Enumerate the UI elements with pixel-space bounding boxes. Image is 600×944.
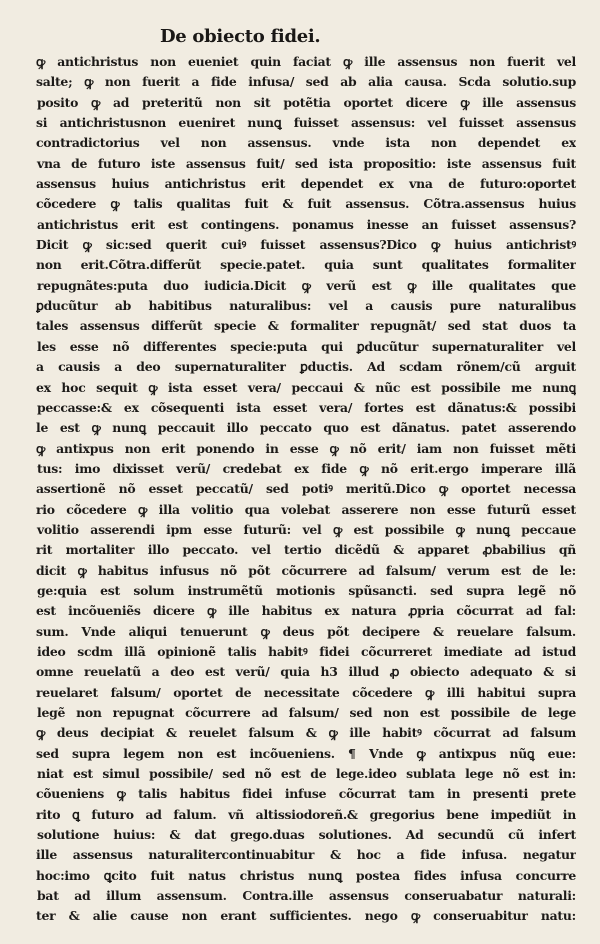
text-line: ille assensus naturalitercontinuabitur & hoc a fide infusa. negatur — [36, 847, 576, 863]
text-line: omne reuelatũ a deo est verũ/ quia h3 illud ꝓ obiecto adequato & si — [36, 664, 576, 680]
text-line: a causis a deo supernaturaliter ꝑductis. Ad scdam rõnem/cũ arguit — [36, 359, 576, 375]
text-line: posito ꝙ ad preteritũ non sit potẽtia oportet dicere ꝙ ille assensus — [37, 94, 576, 110]
text-line: cõueniens ꝙ talis habitus fidei infuse cõcurrat tam in presenti prete — [36, 786, 576, 802]
text-line: repugnãtes:puta duo iudicia.Dicit ꝙ verũ est ꝙ ille qualitates que — [37, 277, 576, 293]
text-line: est incõueniẽs dicere ꝙ ille habitus ex natura ꝓpria cõcurrat ad fal: — [36, 603, 576, 619]
running-head: De obiecto fidei. — [160, 26, 321, 47]
text-line: ge:quia est solum instrumẽtũ motionis spũsancti. sed supra legẽ nõ — [37, 582, 576, 598]
text-line: ideo scdm illã opinionẽ talis habitꝰ fidei cõcurreret imediate ad istud — [37, 643, 576, 659]
text-line: sum. Vnde aliqui tenuerunt ꝙ deus põt decipere & reuelare falsum. — [36, 623, 576, 639]
text-line: niat est simul possibile/ sed nõ est de lege.ideo sublata lege nõ est in: — [37, 766, 576, 782]
text-line: contradictorius vel non assensus. vnde ista non dependet ex — [36, 135, 576, 151]
text-line: rito ꝗ futuro ad falum. vñ altissiodoreñ.& gregorius bene impediũt in — [36, 806, 576, 822]
text-line: vna de futuro iste assensus fuit/ sed ista propositio: iste assensus fuit — [37, 155, 576, 171]
text-line: non erit.Cõtra.differũt specie.patet. quia sunt qualitates formaliter — [36, 257, 576, 273]
text-line: les esse nõ differentes specie:puta qui ꝑducũtur supernaturaliter vel — [37, 338, 576, 354]
text-line: le est ꝙ nunꝗ peccauit illo peccato quo est dãnatus. patet asserendo — [36, 420, 576, 436]
text-line: assertionẽ nõ esset peccatũ/ sed potiꝰ meritũ.Dico ꝙ oportet necessa — [36, 481, 576, 497]
text-line: tus: imo dixisset verũ/ credebat ex fide ꝙ nõ erit.ergo imperare illã — [37, 460, 576, 476]
text-line: ꝙ deus decipiat & reuelet falsum & ꝙ ille habitꝰ cõcurrat ad falsum — [36, 725, 576, 741]
text-line: reuelaret falsum/ oportet de necessitate cõcedere ꝙ illi habitui supra — [36, 684, 576, 700]
text-line: ex hoc sequit ꝙ ista esset vera/ peccaui & nũc est possibile me nunꝗ — [36, 379, 576, 395]
text-line: ꝙ antixpus non erit ponendo in esse ꝙ nõ erit/ iam non fuisset mẽti — [36, 440, 576, 456]
text-line: si antichristusnon eueniret nunꝗ fuisset assensus: vel fuisset assensus — [36, 115, 576, 131]
text-line: bat ad illum assensum. Contra.ille assensus conseruabatur naturali: — [37, 888, 576, 904]
text-line: sed supra legem non est incõueniens. ¶ Vnde ꝙ antixpus nũꝗ eue: — [36, 745, 576, 761]
text-line: dicit ꝙ habitus infusus nõ põt cõcurrere ad falsum/ verum est de le: — [36, 562, 576, 578]
text-line: hoc:imo ꝗcito fuit natus christus nunꝗ postea fides infusa concurre — [36, 867, 576, 883]
text-line: Dicit ꝙ sic:sed querit cuiꝰ fuisset assensus?Dico ꝙ huius antichristꝰ — [36, 237, 576, 253]
text-line: volitio asserendi ipm esse futurũ: vel ꝙ est possibile ꝙ nunꝗ peccaue — [37, 521, 576, 537]
text-line: cõcedere ꝙ talis qualitas fuit & fuit assensus. Cõtra.assensus huius — [36, 196, 576, 212]
text-line: rio cõcedere ꝙ illa volitio qua volebat asserere non esse futurũ esset — [36, 501, 576, 517]
text-line: solutione huius: & dat grego.duas solutiones. Ad secundũ cũ infert — [37, 827, 576, 843]
text-line: antichristus erit est contingens. ponamus inesse an fuisset assensus? — [37, 216, 576, 232]
text-line: rit mortaliter illo peccato. vel tertio dicẽdũ & apparet ꝓbabilius qñ — [36, 542, 576, 558]
text-line: assensus huius antichristus erit dependet ex vna de futuro:oportet — [36, 176, 576, 192]
body-text — [36, 52, 576, 927]
text-line: ꝙ antichristus non eueniet quin faciat ꝙ ille assensus non fuerit vel — [36, 54, 576, 69]
text-line: tales assensus differũt specie & formaliter repugnãt/ sed stat duos ta — [36, 318, 576, 334]
text-line: legẽ non repugnat cõcurrere ad falsum/ sed non est possibile de lege — [37, 705, 576, 720]
text-line: ꝑducũtur ab habitibus naturalibus: vel a causis pure naturalibus — [36, 298, 576, 314]
text-line: salte; ꝙ non fuerit a fide infusa/ sed ab alia causa. Scda solutio.sup — [36, 74, 576, 90]
text-line: peccasse:& ex cõsequenti ista esset vera/ fortes est dãnatus:& possibi — [37, 399, 576, 415]
text-line: ter & alie cause non erant sufficientes. nego ꝙ conseruabitur natu: — [36, 908, 576, 924]
